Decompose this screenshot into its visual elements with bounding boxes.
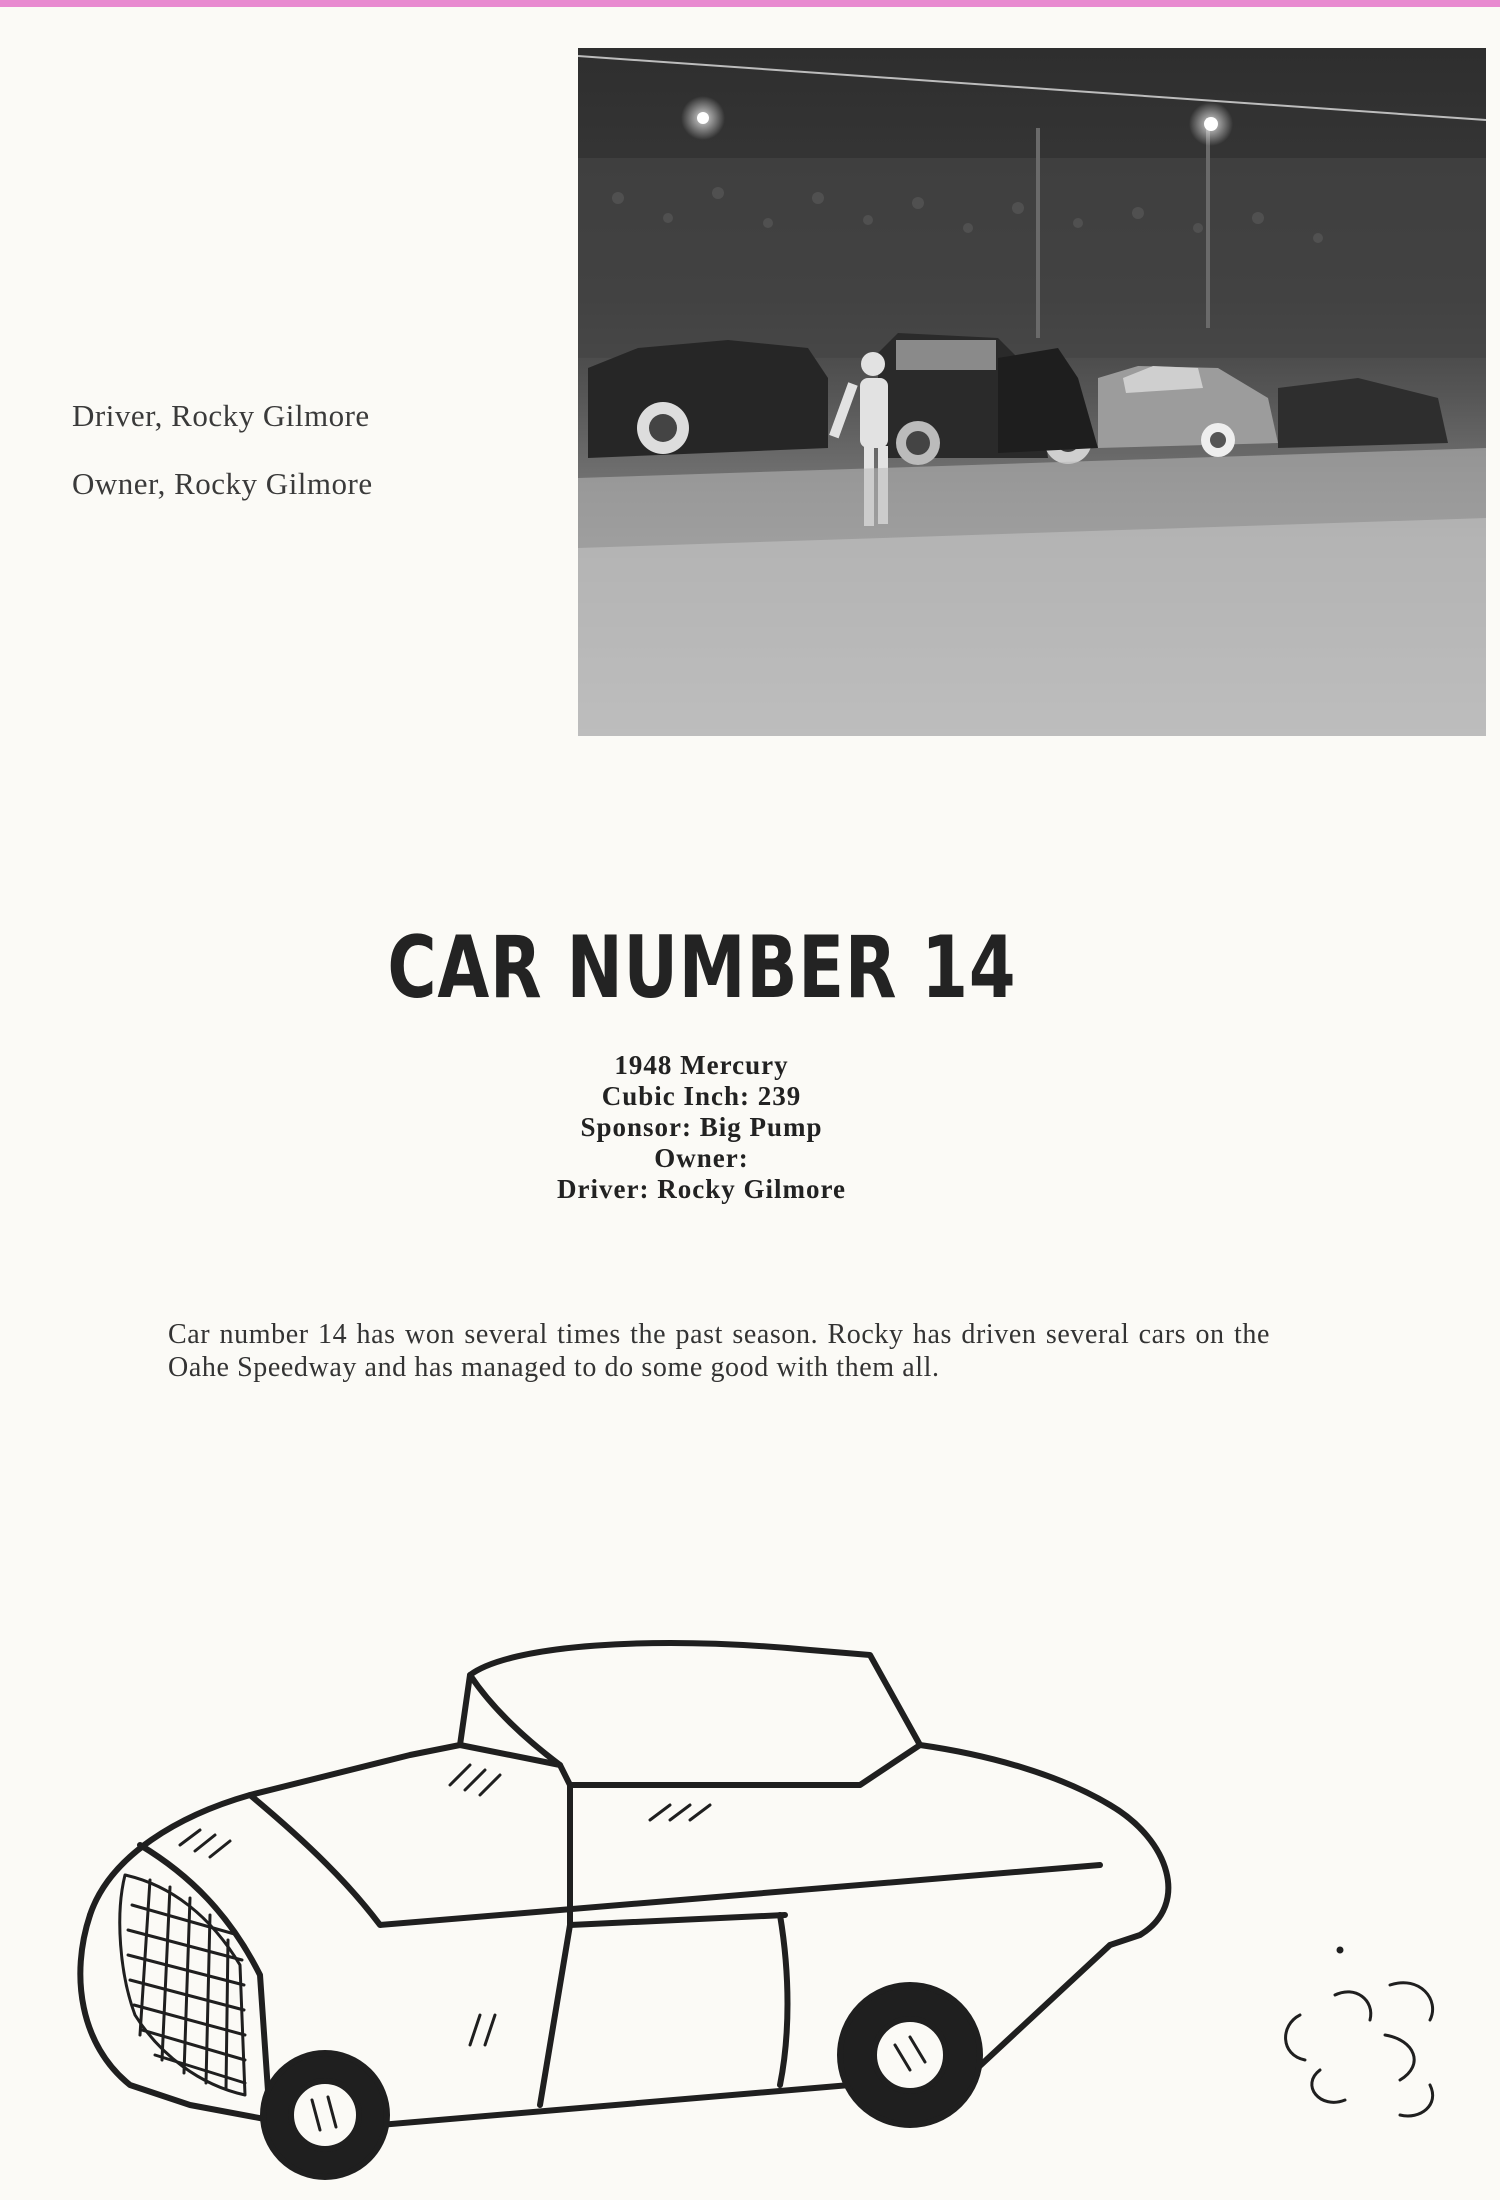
- spec-owner: Owner:: [654, 1143, 749, 1173]
- car-sketch: [50, 1615, 1470, 2185]
- car-specs: [0, 1050, 1403, 1205]
- owner-caption: Owner, Rocky Gilmore: [72, 466, 373, 501]
- spec-sponsor: Sponsor: Big Pump: [580, 1112, 823, 1142]
- page-top-strip: [0, 0, 1500, 7]
- driver-caption: Driver, Rocky Gilmore: [72, 398, 370, 433]
- spec-cubic-inch: Cubic Inch: 239: [601, 1081, 802, 1111]
- photo-night-race-cars: [578, 48, 1486, 736]
- spec-driver: Driver: Rocky Gilmore: [557, 1174, 846, 1204]
- race-photo: [578, 48, 1486, 736]
- spec-year-make: 1948 Mercury: [614, 1050, 789, 1080]
- car-description: Car number 14 has won several times the past season. Rocky has driven several cars on the Oahe Speedway and has managed to do some good with them all.: [168, 1319, 1270, 1383]
- car-drawing: [50, 1615, 1470, 2185]
- page-title: CAR NUMBER 14: [387, 918, 1017, 1018]
